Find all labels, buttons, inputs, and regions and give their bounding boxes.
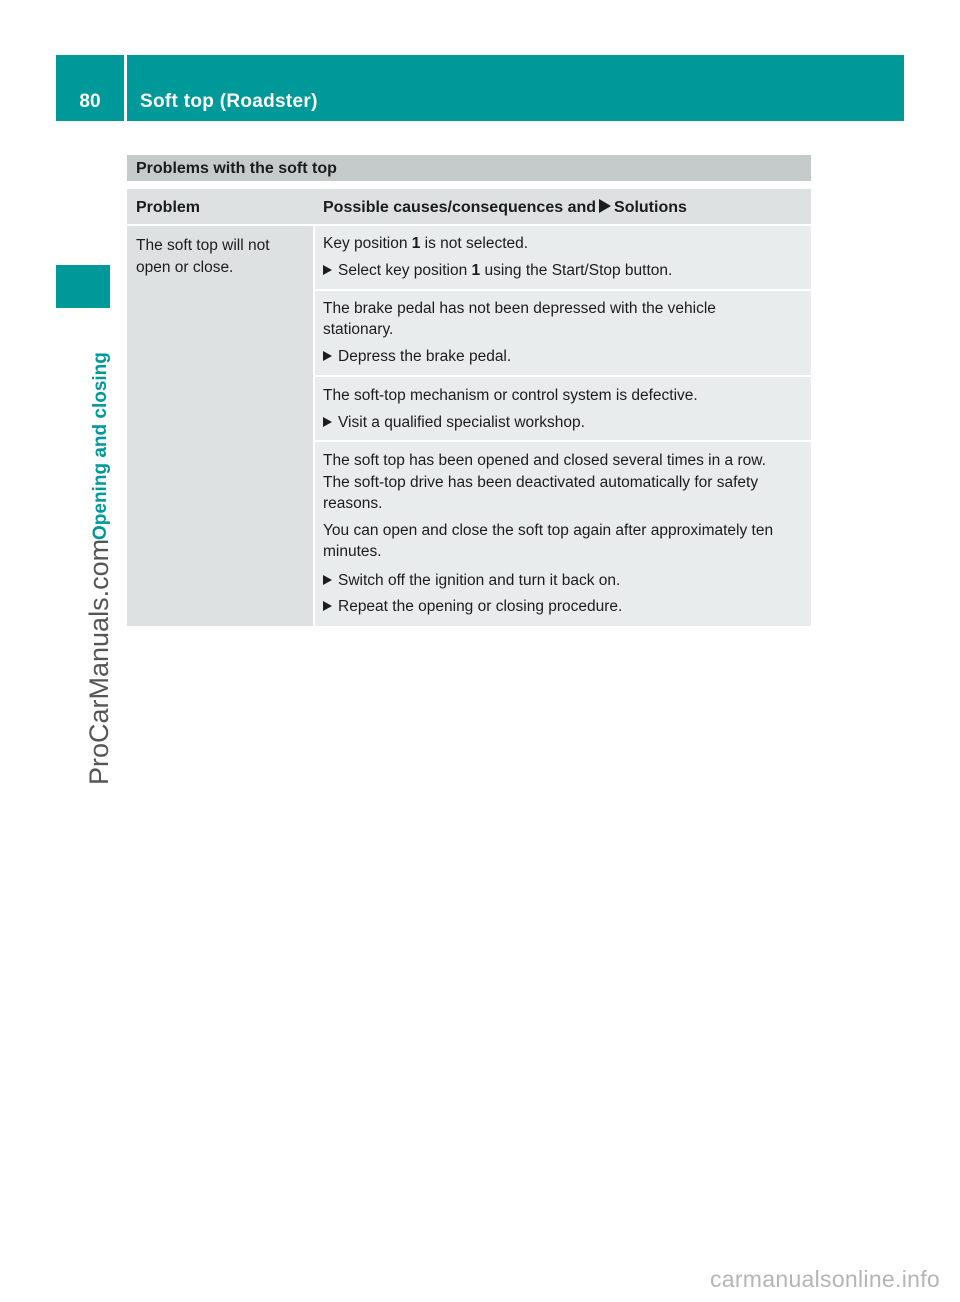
step-text: Repeat the opening or closing procedure. [338, 598, 623, 615]
cause-cell [315, 442, 811, 626]
note-text: minutes. [323, 543, 382, 560]
step-arrow-icon [323, 601, 332, 611]
problem-text [136, 235, 306, 279]
step-text-part: Select key position [338, 262, 472, 279]
step-text: Depress the brake pedal. [338, 348, 512, 365]
cause-text: The brake pedal has not been depressed with the vehicle [323, 300, 716, 317]
cause-text: reasons. [323, 495, 383, 512]
header-causes [323, 189, 687, 227]
cause-text [323, 234, 528, 254]
section-title: Soft top (Roadster) [140, 91, 318, 112]
header-causes-text: Possible causes/consequences and [323, 199, 597, 216]
cause-text: The soft-top drive has been deactivated automatically for safety [323, 474, 759, 491]
chapter-label: Opening and closing [90, 352, 111, 540]
cause-text: stationary. [323, 321, 394, 338]
cause-cell [315, 377, 811, 440]
step-arrow-icon [323, 351, 332, 361]
problem-cell [127, 226, 313, 626]
step-text: Visit a qualified specialist workshop. [338, 414, 585, 431]
key-position-number: 1 [471, 262, 481, 279]
step-arrow-icon [323, 417, 332, 427]
problem-line: open or close. [136, 259, 234, 276]
problem-line: The soft top will not [136, 237, 270, 254]
header-divider [124, 55, 127, 121]
key-position-number: 1 [411, 235, 421, 252]
cause-text: The soft-top mechanism or control system is defective. [323, 387, 698, 404]
step-text: Switch off the ignition and turn it back on. [338, 572, 621, 589]
solution-step [323, 413, 585, 433]
step-arrow-icon [323, 265, 332, 275]
step-text-part: using the Start/Stop button. [480, 262, 673, 279]
solution-step [323, 347, 511, 367]
solution-step [323, 261, 672, 281]
chapter-tab [56, 265, 110, 308]
table-header-row [127, 189, 811, 224]
table-title: Problems with the soft top [127, 155, 811, 181]
side-watermark: ProCarManuals.com [84, 538, 114, 785]
solution-step [323, 597, 622, 617]
cause-cell [315, 291, 811, 375]
header-solutions-text: Solutions [614, 199, 687, 216]
cause-cell [315, 226, 811, 289]
cause-text-part: is not selected. [420, 235, 529, 252]
footer-watermark: carmanualsonline.info [709, 1266, 940, 1292]
step-arrow-icon [323, 575, 332, 585]
page-header [56, 55, 904, 121]
cause-text: The soft top has been opened and closed several times in a row. [323, 452, 766, 469]
page-number: 80 [79, 91, 101, 112]
cause-text-part: Key position [323, 235, 412, 252]
arrow-right-icon [599, 199, 611, 213]
note-text: You can open and close the soft top again after approximately ten [323, 522, 774, 539]
solution-step [323, 571, 620, 591]
header-problem: Problem [136, 199, 201, 216]
